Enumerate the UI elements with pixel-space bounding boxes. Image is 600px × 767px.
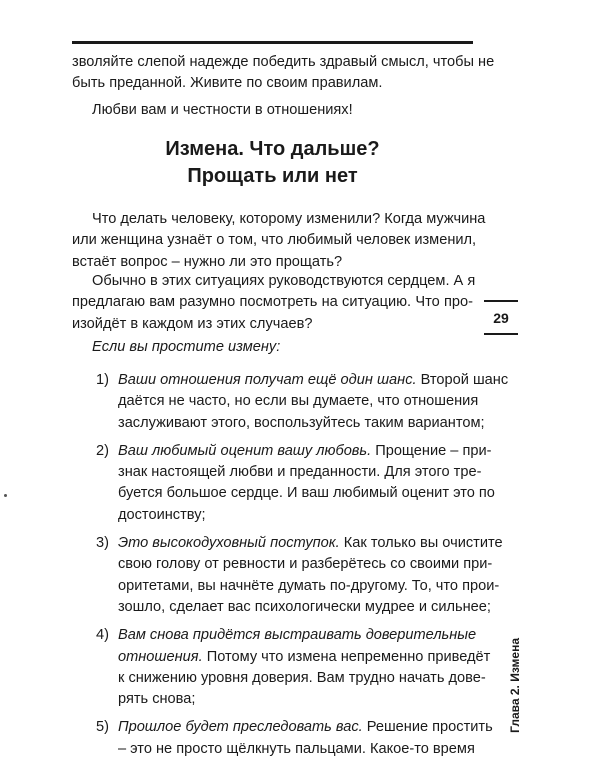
closing-line: Любви вам и честности в отношениях! <box>92 102 353 118</box>
consequences-list <box>92 370 509 767</box>
item-lead: Вам снова придётся выстраивать доверительные <box>118 627 477 644</box>
list-item: 1) Ваши отношения получат ещё один шанс. Второй шанс даётся не часто, но если вы думаете, что отношения заслуживают этого, воспользуйтесь таким вариантом; <box>96 372 509 431</box>
page-number-rule-bottom <box>484 333 518 335</box>
page-number: 29 <box>493 310 509 326</box>
text-line: предлагаю вам разумно посмотреть на ситуацию. Что про- <box>72 294 473 311</box>
text-line: Что делать человеку, которому изменили? Когда мужчина <box>92 211 486 227</box>
margin-mark <box>4 494 7 497</box>
text-line: быть преданной. Живите по своим правилам. <box>72 75 383 92</box>
intro-paragraph <box>72 52 495 95</box>
text-line: зволяйте слепой надежде победить здравый смысл, чтобы не <box>72 54 495 70</box>
item-number: 5) <box>96 719 109 736</box>
item-number: 4) <box>96 627 109 644</box>
list-item: 3) Это высокодуховный поступок. Как только вы очистите свою голову от ревности и разберётесь со своими при- оритетами, вы начнёте думать по-другому. То, что прои- зошло, сделает вас психологически мудрее и сильнее; <box>96 535 503 615</box>
item-lead: Ваши отношения получат ещё один шанс. <box>118 372 417 388</box>
list-intro: Если вы простите измену: <box>92 339 281 355</box>
heading-line-1: Измена. Что дальше? <box>165 138 380 160</box>
text-line: встаёт вопрос – нужно ли это прощать? <box>72 253 343 270</box>
item-lead: Это высокодуховный поступок. <box>118 535 340 552</box>
heading-line-2: Прощать или нет <box>187 165 358 187</box>
page-number-rule-top <box>484 300 518 302</box>
item-number: 1) <box>96 372 109 388</box>
paragraph-1 <box>72 209 486 273</box>
item-lead: Прошлое будет преследовать вас. <box>118 719 363 736</box>
paragraph-2 <box>72 271 476 335</box>
list-item: 2) Ваш любимый оценит вашу любовь. Прощение – при- знак настоящей любви и преданности. Для этого тре- буется большое сердце. И ваш любимый оценит это по достоинству; <box>96 442 495 523</box>
item-lead: Ваш любимый оценит вашу любовь. <box>118 442 372 459</box>
text-line: изойдёт в каждом из этих случаев? <box>72 315 313 332</box>
item-number: 3) <box>96 535 109 552</box>
top-rule <box>72 41 473 44</box>
list-item: 5) Прошлое будет преследовать вас. Решение простить – это не просто щёлкнуть пальцами. Какое-то время <box>96 719 493 757</box>
list-item: 4) Вам снова придётся выстраивать доверительные отношения. Потому что измена непременно приведёт к снижению уровня доверия. Вам трудно начать дове- рять снова; <box>96 627 491 708</box>
section-heading <box>72 136 473 190</box>
running-head: Глава 2. Измена <box>508 638 522 733</box>
item-number: 2) <box>96 442 109 459</box>
text-line: или женщина узнаёт о том, что любимый человек изменил, <box>72 232 477 249</box>
text-line: Обычно в этих ситуациях руководствуются сердцем. А я <box>92 273 476 289</box>
